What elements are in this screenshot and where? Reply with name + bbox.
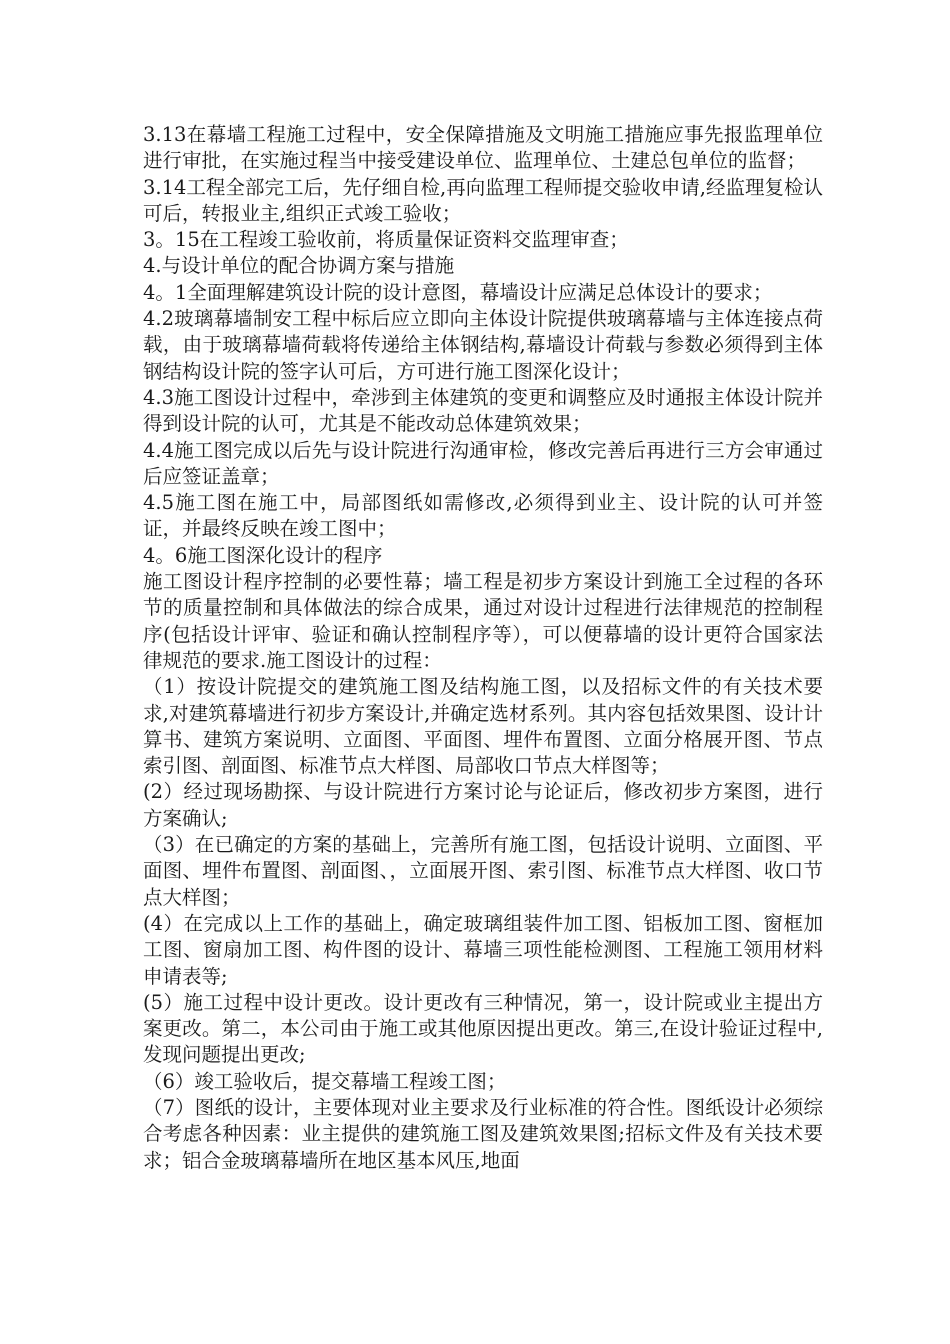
section-heading-4: 4.与设计单位的配合协调方案与措施 — [143, 254, 455, 278]
list-item-6: （6）竣工验收后，提交幕墙工程竣工图； — [143, 1069, 507, 1093]
list-item-5: (5）施工过程中设计更改。设计更改有三种情况，第一，设计院或业主提出方案更改。第二，本公司由于施工或其他原因提出更改。第三,在设计验证过程中,发现问题提出更改; — [143, 990, 823, 1067]
paragraph-4-1: 4。1全面理解建筑设计院的设计意图，幕墙设计应满足总体设计的要求； — [143, 280, 773, 304]
paragraph-4-5: 4.5施工图在施工中，局部图纸如需修改,必须得到业主、设计院的认可并签证，并最终反映在竣工图中； — [143, 491, 823, 541]
paragraph-3-14: 3.14工程全部完工后，先仔细自检,再向监理工程师提交验收申请,经监理复检认可后，转报业主,组织正式竣工验收； — [143, 175, 823, 225]
paragraph-4-3: 4.3施工图设计过程中，牵涉到主体建筑的变更和调整应及时通报主体设计院并得到设计院的认可，尤其是不能改动总体建筑效果； — [143, 385, 823, 436]
paragraph-3-15: 3。15在工程竣工验收前，将质量保证资料交监理审查； — [143, 228, 629, 252]
paragraph-4-6-heading: 4。6施工图深化设计的程序 — [143, 543, 383, 567]
paragraph-4-2: 4.2玻璃幕墙制安工程中标后应立即向主体设计院提供玻璃幕墙与主体连接点荷载，由于玻璃幕墙荷载将传递给主体钢结构,幕墙设计荷载与参数必须得到主体钢结构设计院的签字认可后，方可进行施工图深化设计； — [143, 307, 823, 383]
paragraph-design-control: 施工图设计程序控制的必要性幕；墙工程是初步方案设计到施工全过程的各环节的质量控制和具体做法的综合成果，通过对设计过程进行法律规范的控制程序(包括设计评审、验证和确认控制程序等），可以便幕墙的设计更符合国家法律规范的要求.施工图设计的过程： — [143, 570, 823, 672]
document-page — [143, 122, 823, 1174]
list-item-4: (4）在完成以上工作的基础上，确定玻璃组装件加工图、铝板加工图、窗框加工图、窗扇加工图、构件图的设计、幕墙三项性能检测图、工程施工领用材料申请表等; — [143, 911, 823, 988]
list-item-1: （1）按设计院提交的建筑施工图及结构施工图，以及招标文件的有关技术要求,对建筑幕墙进行初步方案设计,并确定选材系列。其内容包括效果图、设计计算书、建筑方案说明、立面图、平面图、埋件布置图、立面分格展开图、节点索引图、剖面图、标准节点大样图、局部收口节点大样图等； — [143, 675, 823, 778]
list-item-2: (2）经过现场勘探、与设计院进行方案讨论与论证后，修改初步方案图，进行方案确认; — [143, 780, 823, 830]
list-item-3: （3）在已确定的方案的基础上，完善所有施工图，包括设计说明、立面图、平面图、埋件布置图、剖面图、，立面展开图、索引图、标准节点大样图、收口节点大样图； — [143, 833, 823, 909]
paragraph-4-4: 4.4施工图完成以后先与设计院进行沟通审检，修改完善后再进行三方会审通过后应签证盖章； — [143, 438, 823, 488]
list-item-7: （7）图纸的设计，主要体现对业主要求及行业标准的符合性。图纸设计必须综合考虑各种因素：业主提供的建筑施工图及建筑效果图;招标文件及有关技术要求；铝合金玻璃幕墙所在地区基本风压,地面 — [143, 1095, 823, 1172]
paragraph-3-13: 3.13在幕墙工程施工过程中，安全保障措施及文明施工措施应事先报监理单位进行审批，在实施过程当中接受建设单位、监理单位、土建总包单位的监督； — [143, 123, 823, 173]
